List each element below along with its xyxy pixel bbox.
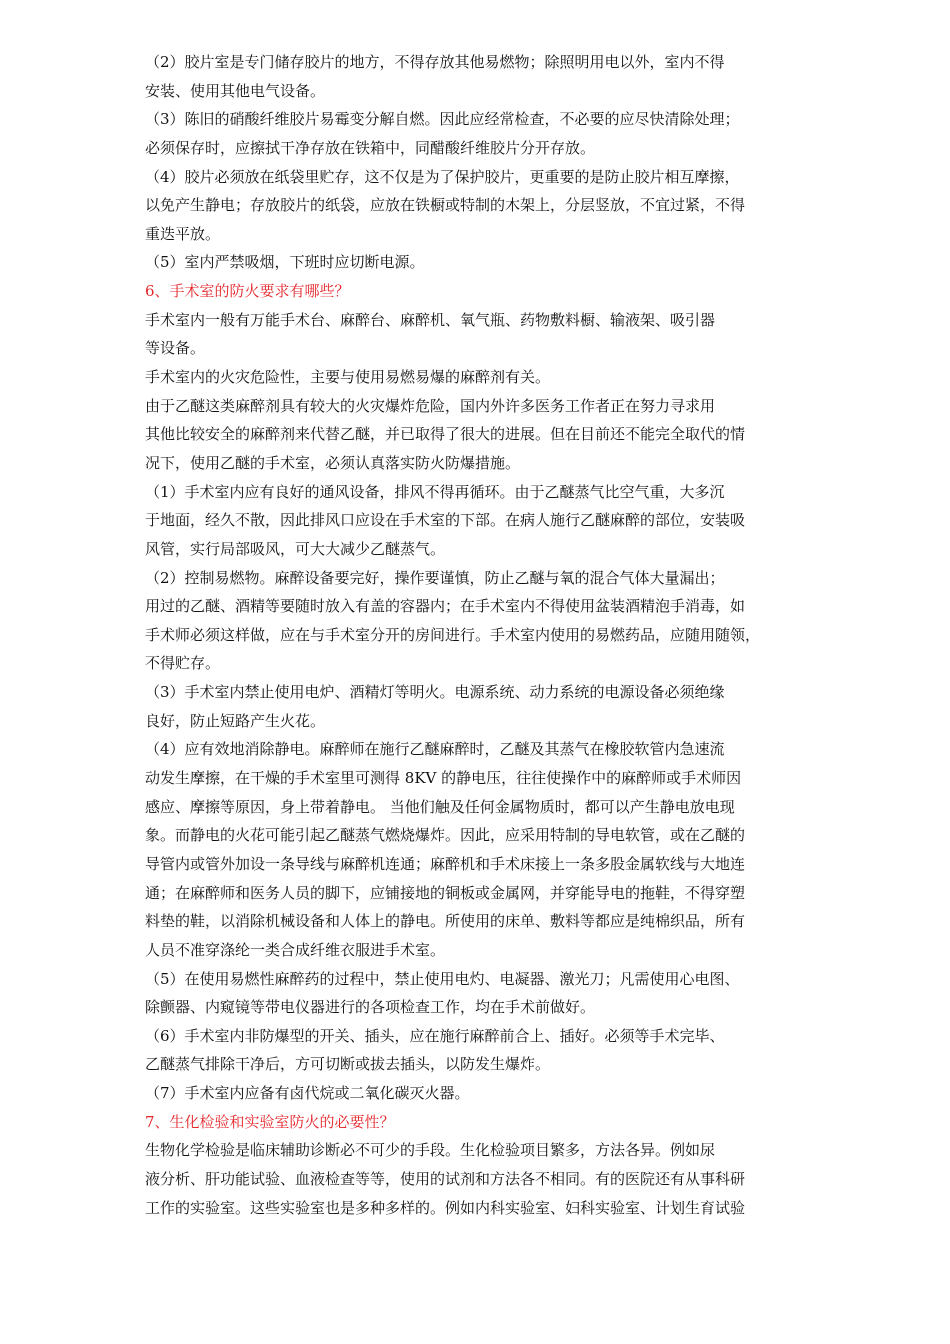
text-line: 重迭平放。 (145, 224, 221, 243)
text-line: （2）胶片室是专门储存胶片的地方，不得存放其他易燃物；除照明用电以外，室内不得 (145, 53, 725, 71)
text-line: 由于乙醚这类麻醉剂具有较大的火灾爆炸危险，国内外许多医务工作者正在努力寻求用 (145, 396, 716, 415)
text-line: 导管内或管外加设一条导线与麻醉机连通；麻醉机和手术床接上一条多股金属软线与大地连 (145, 854, 746, 873)
document-body (145, 48, 825, 1222)
text-line: 其他比较安全的麻醉剂来代替乙醚，并已取得了很大的进展。但在目前还不能完全取代的情 (145, 425, 746, 444)
text-line: （5）室内严禁吸烟，下班时应切断电源。 (145, 253, 425, 272)
text-line: 手术室内的火灾危险性，主要与使用易燃易爆的麻醉剂有关。 (145, 368, 551, 387)
text-line: 象。而静电的火花可能引起乙醚蒸气燃烧爆炸。因此，应采用特制的导电软管，或在乙醚的 (145, 826, 746, 845)
text-line: 手术师必须这样做，应在与手术室分开的房间进行。手术室内使用的易燃药品，应随用随领， (145, 625, 761, 644)
text-line: （1）手术室内应有良好的通风设备，排风不得再循环。由于乙醚蒸气比空气重，大多沉 (145, 482, 725, 501)
text-line: 必须保存时，应擦拭干净存放在铁箱中，同醋酸纤维胶片分开存放。 (145, 138, 596, 157)
text-line: 液分析、肝功能试验、血液检查等等，使用的试剂和方法各不相同。有的医院还有从事科研 (145, 1169, 746, 1188)
text-line: 况下，使用乙醚的手术室，必须认真落实防火防爆措施。 (145, 453, 521, 472)
section-heading: 6、手术室的防火要求有哪些？ (145, 282, 350, 301)
text-line: 人员不准穿涤纶一类合成纤维衣服进手术室。 (145, 940, 446, 959)
section-heading: 7、生化检验和实验室防火的必要性？ (145, 1112, 395, 1131)
text-line: 安装、使用其他电气设备。 (145, 81, 326, 100)
text-line: （2）控制易燃物。麻醉设备要完好，操作要谨慎，防止乙醚与氧的混合气体大量漏出； (145, 568, 725, 587)
text-line: （3）手术室内禁止使用电炉、酒精灯等明火。电源系统、动力系统的电源设备必须绝缘 (145, 683, 725, 702)
text-line: 感应、摩擦等原因，身上带着静电。 当他们触及任何金属物质时，都可以产生静电放电现 (145, 797, 735, 816)
text-line: （3）陈旧的硝酸纤维胶片易霉变分解自燃。因此应经常检查，不必要的应尽快清除处理； (145, 110, 740, 129)
text-line: （5）在使用易燃性麻醉药的过程中，禁止使用电灼、电凝器、激光刀；凡需使用心电图、 (145, 969, 740, 988)
text-line: 工作的实验室。这些实验室也是多种多样的。例如内科实验室、妇科实验室、计划生育试验 (145, 1198, 746, 1217)
text-line: 通；在麻醉师和医务人员的脚下，应铺接地的铜板或金属网，并穿能导电的拖鞋，不得穿塑 (145, 883, 746, 902)
text-line: 风管，实行局部吸风，可大大减少乙醚蒸气。 (145, 539, 446, 558)
text-line: 手术室内一般有万能手术台、麻醉台、麻醉机、氧气瓶、药物敷料橱、输液架、吸引器 (145, 310, 716, 329)
text-line: 用过的乙醚、酒精等要随时放入有盖的容器内；在手术室内不得使用盆装酒精泡手消毒，如 (145, 597, 746, 616)
text-line: 良好，防止短路产生火花。 (145, 711, 326, 730)
text-line: 动发生摩擦，在干燥的手术室里可测得 8KV 的静电压，往往使操作中的麻醉师或手术师因 (145, 769, 742, 788)
text-line: （4）应有效地消除静电。麻醉师在施行乙醚麻醉时，乙醚及其蒸气在橡胶软管内急速流 (145, 740, 725, 759)
text-line: （7）手术室内应备有卤代烷或二氧化碳灭火器。 (145, 1084, 470, 1103)
text-line: （6）手术室内非防爆型的开关、插头，应在施行麻醉前合上、插好。必须等手术完毕、 (145, 1026, 725, 1045)
text-line: 于地面，经久不散，因此排风口应设在手术室的下部。在病人施行乙醚麻醉的部位，安装吸 (145, 511, 746, 530)
text-line: 不得贮存。 (145, 654, 221, 673)
text-line: 等设备。 (145, 339, 206, 358)
text-line: （4）胶片必须放在纸袋里贮存，这不仅是为了保护胶片，更重要的是防止胶片相互摩擦， (145, 167, 740, 186)
text-line: 料垫的鞋，以消除机械设备和人体上的静电。所使用的床单、敷料等都应是纯棉织品，所有 (145, 912, 746, 931)
text-line: 乙醚蒸气排除干净后，方可切断或拔去插头，以防发生爆炸。 (145, 1055, 551, 1074)
text-line: 以免产生静电；存放胶片的纸袋，应放在铁橱或特制的木架上，分层竖放，不宜过紧，不得 (145, 196, 746, 215)
text-line: 除颤器、内窥镜等带电仪器进行的各项检查工作，均在手术前做好。 (145, 998, 596, 1017)
text-line: 生物化学检验是临床辅助诊断必不可少的手段。生化检验项目繁多，方法各异。例如尿 (145, 1141, 716, 1160)
